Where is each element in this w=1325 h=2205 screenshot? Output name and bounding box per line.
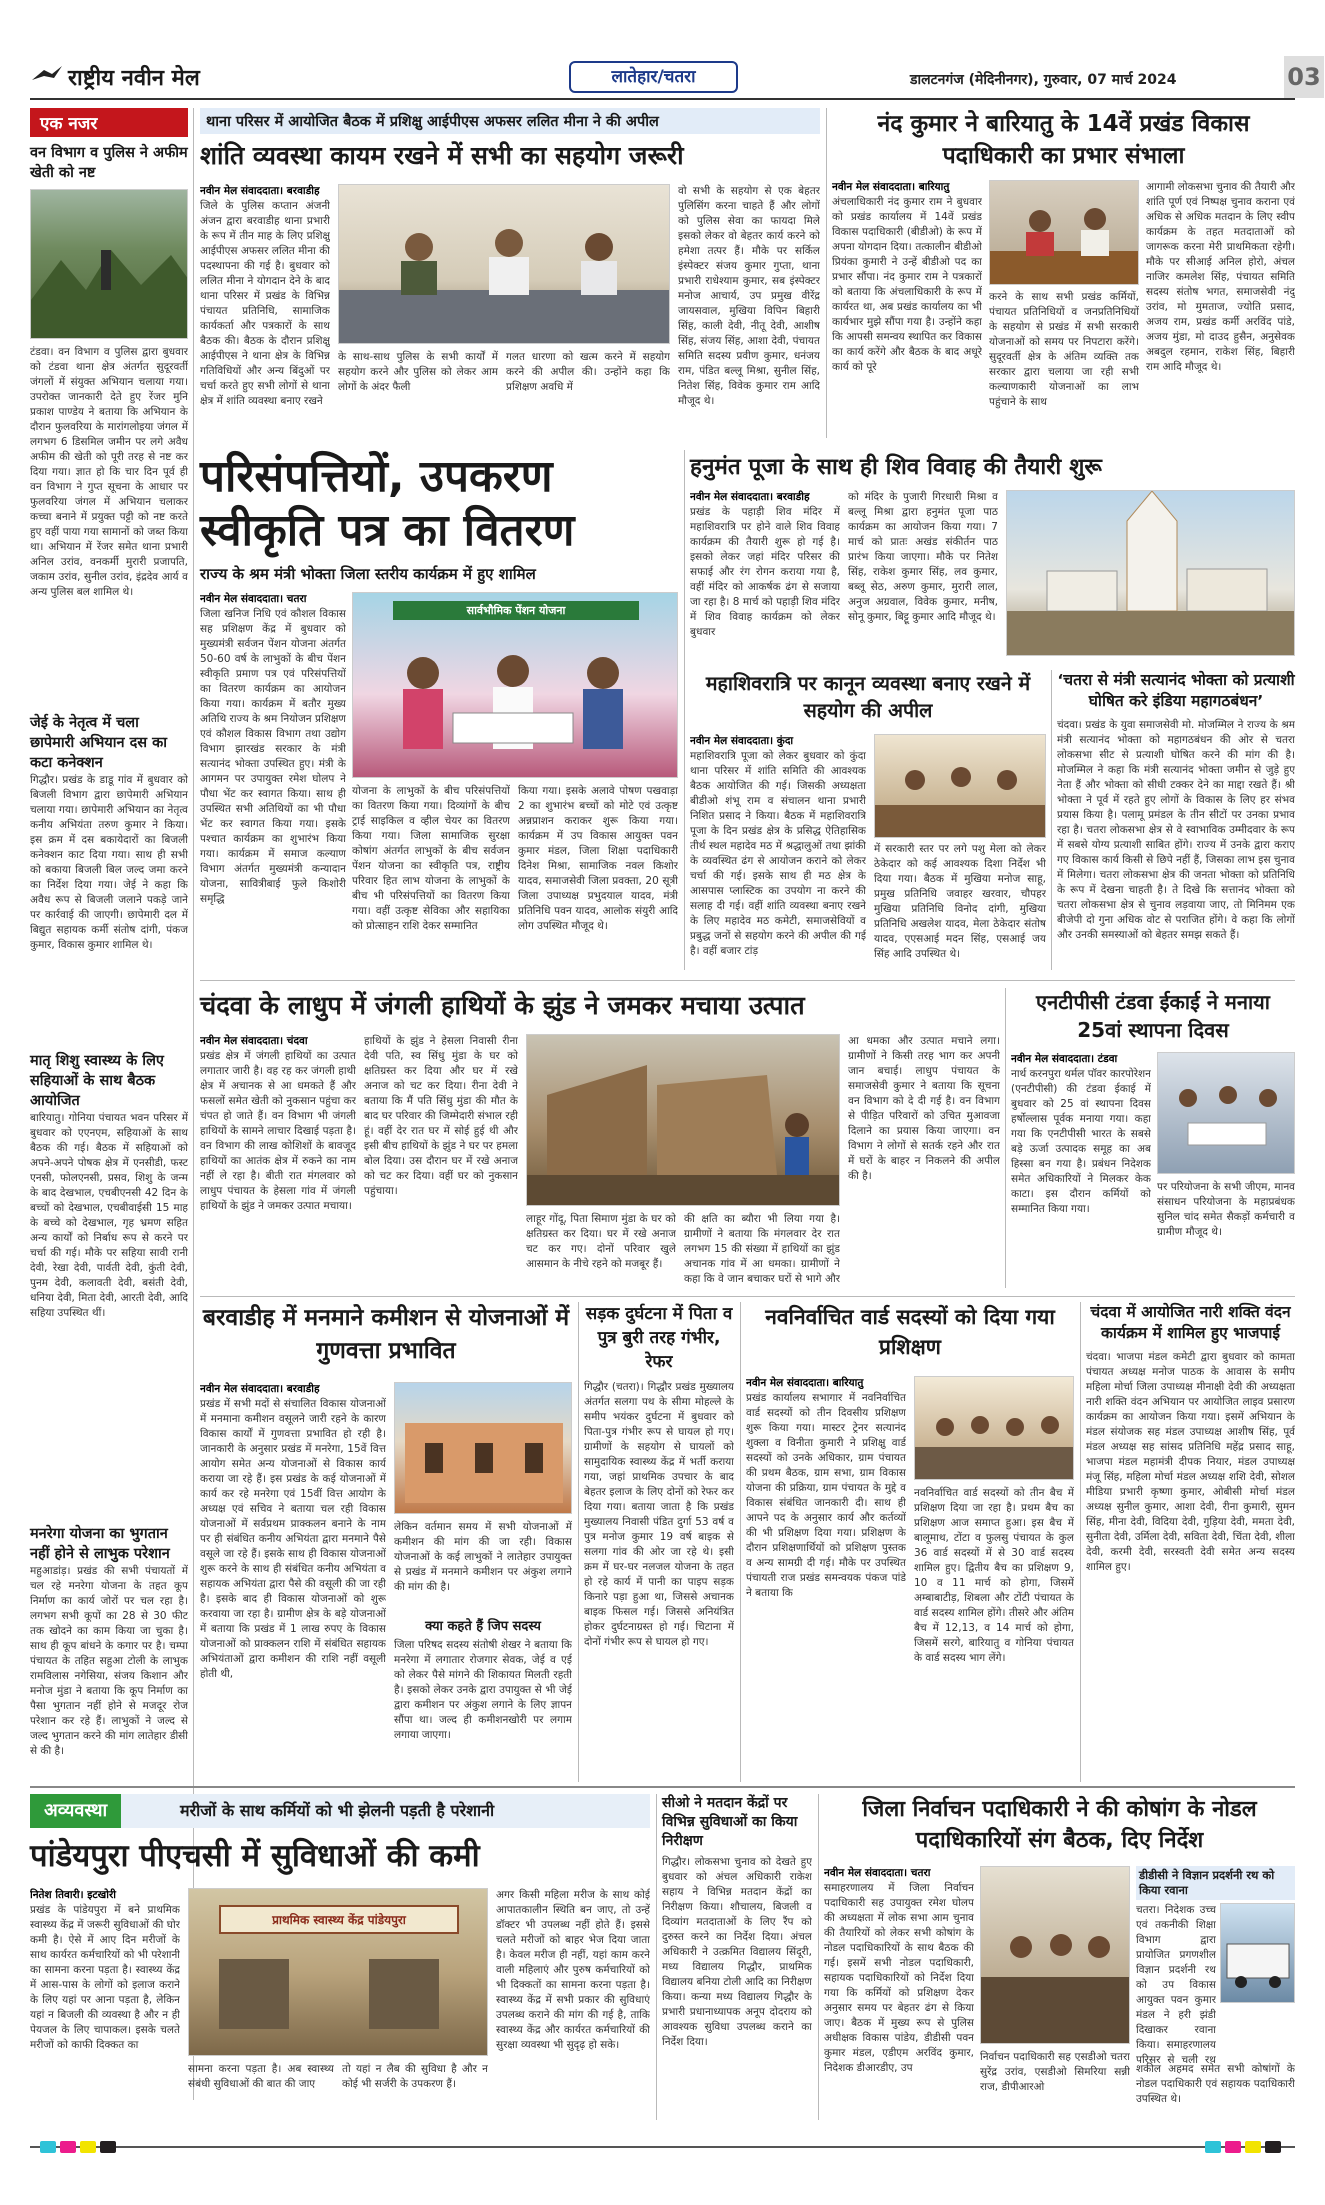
panchayat-building-photo xyxy=(394,1382,572,1514)
bird-logo-icon xyxy=(30,64,64,90)
article-kicker: मरीजों के साथ कर्मियों को भी झेलनी पड़ती है परेशानी xyxy=(180,1801,495,1820)
column-divider xyxy=(684,450,685,970)
section-badge xyxy=(569,61,738,93)
brief-1-photo xyxy=(30,189,188,339)
section-name: लातेहार/चतरा xyxy=(611,67,696,87)
article-shiv-vivah xyxy=(690,450,1295,658)
article-dateline: नवीन मेल संवाददाता। चतरा xyxy=(824,1867,931,1879)
article-body: वो सभी के सहयोग से एक बेहतर पुलिसिंग करना चाहते हैं और लोगों को पुलिस सेवा का फायदा मिले इसको लेकर वो बेहतर कार्य करने को हमेशा तत्पर हैं। मौके पर सर्किल इंस्पेक्टर संजय कुमार गुप्ता, थाना प्रभारी राधेश्याम कुमार, सब इंस्पेक्टर मनोज आचार्य, उप प्रमुख वीरेंद्र जायसवाल, मुखिया विपिन बिहारी सिंह, काली देवी, नीतू देवी, आशीष सिंह, संजय सिंह, आशा देवी, पंचायत समिति सदस्य प्रवीण कुमार, धनंजय राम, पंडित बल्लू मिश्रा, सुनील सिंह, नितेश सिंह, विवेक कुमार राम आदि मौजूद थे। xyxy=(678,185,820,407)
article-body: प्रखंड क्षेत्र में जंगली हाथियों का उत्पात लगातार जारी है। वह रह कर जंगली हाथी क्षेत्र में अचानक से आ धमकते हैं और फसलों समेत खेती को नुकसान पहुंचा कर चंपत हो जाते हैं। वन विभाग भी जंगली हाथियों के सामने लाचार दिखाई पड़ता है। वन विभाग की लाख कोशिशों के बावजूद हाथियों का आतंक क्षेत्र में रुकने का नाम नहीं ले रहा है। बीती रात मंगलवार को लाधुप पंचायत के हेसला गांव में जंगली हाथियों के झुंड ने जमकर उत्पात मचाया। xyxy=(200,1050,356,1212)
article-body: किया गया। इसके अलावे पोषण पखवाड़ा 2 का शुभारंभ बच्चों को मोटे एवं उत्कृष्ट अन्नप्राशन कराकर शुरू किया गया। कार्यक्रम में उप विकास आयुक्त पवन कुमार मंडल, जिला शिक्षा पदाधिकारी दिनेश मिश्रा, सामाजिक नवल किशोर यादव, समाजसेवी जिला प्रवक्ता, 20 सूत्री जिला उपाध्यक्ष प्रभुदयाल यादव, मंत्री प्रतिनिधि पवन यादव, आलोक संयुरी आदि लोग उपस्थित मौजूद थे। xyxy=(518,785,678,932)
article-headline: चंदवा में आयोजित नारी शक्ति वंदन कार्यक्रम में शामिल हुए भाजपाई xyxy=(1090,1303,1291,1342)
article-body: नार्थ करनपुरा थर्मल पॉवर कारपोरेशन (एनटीपीसी) की टंडवा ईकाई में बुधवार को 25 वां स्थापना दिवस हर्षोल्लास पूर्वक मनाया गया। कहा गया कि एनटीपीसी भारत के सबसे बड़े ऊर्जा उत्पादक समूह का अब हिस्सा बन गया है। प्रबंधन निदेशक समेत अधिकारियों ने मिलकर केक काटा। इस दौरान कर्मियों को सम्मानित किया गया। xyxy=(1011,1068,1151,1215)
color-mark xyxy=(1225,2141,1241,2153)
article-co-nirikshan xyxy=(662,1794,812,2124)
article-dateline: नवीन मेल संवाददाता। बारियातु xyxy=(746,1377,864,1389)
article-body: के साथ-साथ पुलिस के सभी कार्यों में सहयोग करने और पुलिस को लेकर आम लोगों के अंदर फैली xyxy=(338,351,498,393)
masthead-date: डालटनगंज (मेदिनीनगर), गुरुवार, 07 मार्च 2024 xyxy=(910,72,1177,88)
column-divider xyxy=(826,108,827,438)
article-body: जिले के पुलिस कप्तान अंजनी अंजन द्वारा बरवाडीह थाना प्रभारी के रूप में तीन माह के लिए प्रशिक्षु आईपीएस अफसर ललित मीना की पदस्थापना की गई है। बुधवार को ललित मीना ने योगदान देने के बाद थाना परिसर में प्रखंड के विभिन्न पंचायत प्रतिनिधि, सामाजिक कार्यकर्ता और पत्रकारों के साथ बैठक की। बैठक के दौरान प्रशिक्षु आईपीएस ने थाना क्षेत्र के विभिन्न गतिविधियों और अन्य बिंदुओं पर चर्चा करते हुए सभी लोगों से थाना क्षेत्र में शांति व्यवस्था बनाए रखने xyxy=(200,200,330,407)
article-nari-shakti xyxy=(1086,1302,1295,1782)
article-dateline: नवीन मेल संवाददाता। चतरा xyxy=(200,593,307,605)
column-divider xyxy=(1051,670,1052,970)
banner-label: अव्यवस्था xyxy=(30,1794,121,1828)
article-body: नवनिर्वाचित वार्ड सदस्यों को तीन बैच में प्रशिक्षण दिया जा रहा है। प्रथम बैच का प्रशिक्षण आज समाप्त हुआ। इस बैच में बालूमाथ, टोंटा व फुलसु पंचायत के कुल 36 वार्ड सदस्यों में से 30 वार्ड सदस्य शामिल हुए। द्वितीय बैच का प्रशिक्षण 9, 10 व 11 मार्च को होगा, जिसमें अम्बाबाटीड़, शिबला और टोंटी पंचायत के वार्ड सदस्य शामिल होंगे। तीसरे और अंतिम बैच में 12,13, व 14 मार्च को होगा, जिसमें सरगे, बारियातु व गोनिया पंचायत के वार्ड सदस्य भाग लेंगे। xyxy=(914,1487,1074,1664)
article-dateline: नवीन मेल संवाददाता। बरवाडीह xyxy=(200,1383,320,1395)
article-body: लाहूर गोंदू, पिता सिमाण मुंडा के घर को क्षतिग्रस्त कर दिया। घर में रखे अनाज चट कर गए। दोनों परिवार खुले आसमान के नीचे रहने को मजबूर हैं। xyxy=(526,1213,676,1270)
article-headline: सीओ ने मतदान केंद्रों पर विभिन्न सुविधाओं का किया निरीक्षण xyxy=(662,1795,798,1849)
section-divider xyxy=(200,1296,1295,1297)
section-divider xyxy=(30,1786,1295,1788)
article-body: को मंदिर के पुजारी गिरधारी मिश्रा व बल्लू मिश्रा द्वारा हनुमंत पूजा पाठ कार्यक्रम का आयोजन किया गया। 7 मार्च को प्रातः अखंड संकीर्तन पाठ प्रारंभ किया जाएगा। मौके पर नितेश सिंह, राकेश कुमार सिंह, लव कुमार, बब्लू सेठ, अरुण कुमार, मुरारी लाल, अनुज अग्रवाल, विवेक कुमार, मनीष, सोनू कुमार, बिट्टू कुमार आदि मौजूद थे। xyxy=(848,491,998,623)
article-parisampatti-vitaran xyxy=(200,450,678,972)
article-body: गलत धारणा को खत्म करने में सहयोग करने की अपील की। उन्होंने कहा कि प्रशिक्षण अवधि में xyxy=(506,351,670,393)
damaged-house-photo xyxy=(526,1034,840,1206)
brief-4-body: महुआडांड़। प्रखंड की सभी पंचायतों में चल रहे मनरेगा योजना के तहत कूप निर्माण का कार्य जोरों पर चल रहा है। लगभग सभी कूपों का 28 से 30 फीट तक खोदने का काम किया जा चुका है। साथ ही कूप बांधने के कगार पर है। चम्पा पंचायत के तहित सहुआ टोली के लाभुक रामविलास नगेसिया, संजय किशान और मनोज मुंडा ने बताया कि कूप निर्माण का पैसा भुगतान नहीं होने से मजदूर रोज परेशान कर रहे हैं। लाभुकों ने जल्द से जल्द भुगतान करने की मांग लातेहार डीसी से की है। xyxy=(30,1565,188,1757)
box-headline: डीडीसी ने विज्ञान प्रदर्शनी रथ को किया रवाना xyxy=(1136,1866,1295,1900)
bdo-office-photo xyxy=(989,180,1139,285)
article-dateline: नवीन मेल संवाददाता। टंडवा xyxy=(1011,1053,1118,1065)
article-sadak-durghatna xyxy=(584,1302,734,1782)
article-headline: बरवाडीह में मनमाने कमीशन से योजनाओं में गुणवत्ता प्रभावित xyxy=(202,1305,570,1364)
science-rath-box xyxy=(1136,1866,1295,2065)
color-mark xyxy=(60,2141,76,2153)
article-body: की क्षति का ब्यौरा भी लिया गया है। ग्रामीणों ने बताया कि मंगलवार देर रात लगभग 15 की संख्या में हाथियों का झुंड अचानक गांव में आ धमका। ग्रामीणों ने कहा कि वे जान बचाकर घरों से भागे और xyxy=(684,1213,840,1284)
article-barwadih-commission xyxy=(200,1302,572,1782)
article-body: हाथियों के झुंड ने हेसला निवासी रीना देवी पति, स्व सिंधु मुंडा के घर को क्षतिग्रस्त कर दिया और घर में रखे अनाज को चट कर दिया। रीना देवी ने बताया कि मैं पति सिंधु मुंडा की मौत के बाद घर परिवार की जिम्मेदारी संभाल रही हूं। वहीं देर रात घर में सोई हुई थी और इसी बीच हाथियों के झुंड ने घर पर हमला बोल दिया। उस दौरान घर में रखे अनाज को चट कर दिया। वहीं घर को नुकसान पहुंचाया। xyxy=(364,1035,518,1197)
article-body: प्रखंड के पहाड़ी शिव मंदिर में महाशिवरात्रि पर होने वाले शिव विवाह कार्यक्रम की तैयारी शुरू हो गई है। इसको लेकर जहां मंदिर परिसर की सफाई और रंग रोगन कराया गया है, वहीं मंदिर को आकर्षक ढंग से सजाया जा रहा है। 8 मार्च को पहाड़ी शिव मंदिर में शिव विवाह कार्यक्रम को लेकर बुधवार xyxy=(690,506,840,638)
article-body: गिद्धौर (चतरा)। गिद्धौर प्रखंड मुख्यालय अंतर्गत सलगा पथ के सीमा मोहल्ले के समीप भयंकर दुर्घटना में बुधवार को पिता-पुत्र गंभीर रूप से घायल हो गए। ग्रामीणों के सहयोग से घायलों को सामुदायिक स्वास्थ्य केंद्र में भर्ती कराया गया, जहां प्राथमिक उपचार के बाद बेहतर इलाज के लिए दोनों को रेफर कर दिया गया। बताया जाता है कि प्रखंड मुख्यालय निवासी पंडित दुर्गा 53 वर्ष व पुत्र मनोज कुमार 19 वर्ष बाइक से सलगा गांव की ओर जा रहे थे। इसी क्रम में घर-घर नलजल योजना के तहत हो रहे कार्य में पानी का पाइप सड़क किनारे पड़ा हुआ था, जिससे अचानक बाइक फिसल गई। जिससे अनियंत्रित होकर दुर्घटनाग्रस्त हो गई। चिटाना में दोनों गंभीर रूप से घायल हो गए। xyxy=(584,1381,734,1648)
column-divider xyxy=(740,1302,741,1782)
article-headline: शांति व्यवस्था कायम रखने में सभी का सहयोग जरूरी xyxy=(200,141,684,170)
article-headline-line-2: स्वीकृति पत्र का वितरण xyxy=(200,505,575,556)
event-banner: सार्वभौमिक पेंशन योजना xyxy=(393,601,639,620)
article-body: चंदवा। प्रखंड के युवा समाजसेवी मो. मोजम्मिल ने राज्य के श्रम मंत्री सत्यानंद भोक्ता को महागठबंधन की ओर से चतरा लोकसभा सीट से प्रत्याशी घोषित करने की मांग की है। मोजम्मिल ने कहा कि मंत्री सत्यानंद भोक्ता जमीन से जुड़े हुए नेता हैं और भोक्ता को सीधी टक्कर देने का माद्दा रखते हैं। श्री भोक्ता ने पूर्व में रहते हुए लोगों के विकास के लिए हर संभव प्रयास किया है। पलामू प्रमंडल के तीन सीटों पर उनका प्रभाव रहा है। चतरा लोकसभा क्षेत्र से वे स्वाभाविक उम्मीदवार के रूप में सबसे योग्य प्रत्याशी साबित होंगे। राज्य में उनके द्वारा कराए गए विकास कार्य किसी से छिपे नहीं हैं, जिसका लाभ इस चुनाव में मिलेगा। चतरा लोकसभा क्षेत्र की जनता भोक्ता को प्रतिनिधि के रूप में देखना चाहती है। ते दिखे कि सत्तानंद भोक्ता को चतरा लोकसभा क्षेत्र से चुनाव लड़वाया जाए, तो मिनिमम एक बीजेपी दो गुना अधिक वोट से पराजित होंगे। वे कहा कि लोगों और उनकी समस्याओं को बेहतर समझ सकते हैं। xyxy=(1057,719,1295,941)
article-dateline: नवीन मेल संवाददाता। बारियातु xyxy=(832,181,950,193)
article-body: अंचलाधिकारी नंद कुमार राम ने बुधवार को प्रखंड कार्यालय में 14वें प्रखंड विकास पदाधिकारी (बीडीओ) के रूप में अपना योगदान दिया। तत्कालीन बीडीओ प्रियंका कुमारी ने उन्हें बीडीओ पद का प्रभार सौंपा। नंद कुमार राम ने पत्रकारों को बताया कि अंचलाधिकारी के रूप में कार्यरत था, अब प्रखंड कार्यालय का भी कार्यभार मुझे सौंपा गया है। उन्होंने कहा कि आपसी समन्वय स्थापित कर विकास का कार्य करेंगे और बैठक के बाद अधूरे कार्य को पूरे xyxy=(832,196,982,373)
article-body: में सरकारी स्तर पर लगे पशु मेला को लेकर ठेकेदार को कई आवश्यक दिशा निर्देश भी दिया गया। बैठक में मुखिया मनोज साहू, प्रमुख प्रतिनिधि जवाहर खरवार, चौपहर मुखिया प्रतिनिधि विनोद दांगी, मुखिया प्रतिनिधि अखलेश यादव, मेला ठेकेदार संतोष यादव, एएसआई मदन सिंह, एसआई जय सिंह आदि उपस्थित थे। xyxy=(874,843,1046,960)
article-body: तो यहां न लैब की सुविधा है और न कोई भी सर्जरी के उपकरण हैं। xyxy=(342,2063,488,2090)
article-nirvachan-baithak xyxy=(824,1794,1295,2124)
article-bhokta-pratyashi xyxy=(1057,670,1295,972)
article-subheadline: राज्य के श्रम मंत्री भोक्ता जिला स्तरीय कार्यक्रम में हुए शामिल xyxy=(200,565,536,583)
article-headline: चंदवा के लाधुप में जंगली हाथियों के झुंड ने जमकर मचाया उत्पात xyxy=(200,991,805,1021)
box-body: चतरा। निदेशक उच्च एवं तकनीकी शिक्षा विभाग द्वारा प्रायोजित प्रगणशील विज्ञान प्रदर्शनी रथ को उप विकास आयुक्त पवन कुमार मंडल ने हरी झंडी दिखाकर रवाना किया। समाहरणालय परिसर से चली रथ xyxy=(1136,1904,1216,2065)
article-quote-head: क्या कहते हैं जिप सदस्य xyxy=(425,1619,541,1634)
article-body: पर परियोजना के सभी जीएम, मानव संसाधन परियोजना के महाप्रबंधक सुनिल चांद समेत सैकड़ों कर्मचारी व ग्रामीण मौजूद थे। xyxy=(1157,1181,1295,1238)
article-headline-line-1: परिसंपत्तियों, उपकरण xyxy=(200,451,553,502)
article-headline: जिला निर्वाचन पदाधिकारी ने की कोषांग के नोडल पदाधिकारियों संग बैठक, दिए निर्देश xyxy=(862,1797,1257,1853)
article-body: गिद्धौर। लोकसभा चुनाव को देखते हुए बुधवार को अंचल अधिकारी राकेश सहाय ने विभिन्न मतदान केंद्रों का निरीक्षण किया। शौचालय, बिजली व दिव्यांग मतदाताओं के लिए रैंप को दुरुस्त करने का निर्देश दिया। अंचल अधिकारी ने उत्क्रमित विद्यालय सिंदूरी, मध्य विद्यालय गिद्धौर, प्राथमिक विद्यालय बनिया टोली आदि का निरीक्षण किया। कन्या मध्य विद्यालय गिद्धौर के प्रभारी प्रधानाध्यापक अनूप दोदराय को आवश्यक सुविधा उपलब्ध कराने का निर्देश दिया। xyxy=(662,1856,812,2048)
column-divider xyxy=(818,1794,819,2120)
newspaper-name: राष्ट्रीय नवीन मेल xyxy=(68,66,200,91)
brief-2-headline: जेई के नेतृत्व में चला छापेमारी अभियान दस का कटा कनेक्शन xyxy=(30,715,168,771)
article-body: आगामी लोकसभा चुनाव की तैयारी और शांति पूर्ण एवं निष्पक्ष चुनाव कराना एवं अधिक से अधिक मतदान के लिए स्वीप कार्यक्रम के तहत मतदाताओं को जागरूक करना मेरी प्राथमिकता रहेगी। मौके पर सीआई अनिल होरो, अंचल नाजिर कमलेश सिंह, पंचायत समिति सदस्य संतोष भगत, समाजसेवी नंदु उरांव, मो मुमताज, ज्योति प्रसाद, अजय राम, प्रखंड कर्मी अरविंद पांडे, अजय मुंडा, मो दाउद हुसैन, अनुसेवक अबदुल रहमान, राकेश सिंह, बिहारी राम आदि मौजूद थे। xyxy=(1146,181,1295,373)
article-body: जिला खनिज निधि एवं कौशल विकास सह प्रशिक्षण केंद्र में बुधवार को मुख्यमंत्री सर्वजन पेंशन योजना अंतर्गत 50-60 वर्ष के लाभुकों के बीच पेंशन स्वीकृति प्रमाण पत्र एवं परिसंपत्तियों का वितरण कार्यक्रम का आयोजन किया गया। कार्यक्रम में बतौर मुख्य अतिथि राज्य के श्रम नियोजन प्रशिक्षण एवं कौशल विकास विभाग तथा उद्योग विभाग झारखंड सरकार के मंत्री सत्यानंद भोक्ता उपस्थित हुए। मंत्री के आगमन पर उपायुक्त रमेश घोलप ने पौधा भेंट कर स्वागत किया। साथ ही उपस्थित सभी अतिथियों का भी पौधा भेंट कर स्वागत किया गया। इसके पश्चात कार्यक्रम का शुभारंभ किया गया। कार्यक्रम में समाज कल्याण विभाग अंतर्गत मुख्यमंत्री कन्यादान योजना, सावित्रीबाई फुले किशोरी समृद्धि xyxy=(200,608,346,905)
color-mark xyxy=(80,2141,96,2153)
article-body: प्रखंड के पांडेयपुरा में बने प्राथमिक स्वास्थ्य केंद्र में जरूरी सुविधाओं की घोर कमी है। ऐसे में आए दिन मरीजों के साथ कार्यरत कर्मचारियों को भी परेशानी का सामना करना पड़ता है। स्वास्थ्य केंद्र में आस-पास के लोगों को इलाज कराने के लिए यहां पर आना पड़ता है, लेकिन यहां न बिजली की व्यवस्था है और न ही पेयजल के लिए चापाकल। इसके चलते मरीजों को काफी दिक्कत का xyxy=(30,1904,180,2051)
phc-signboard: प्राथमिक स्वास्थ्य केंद्र पांडेयपुरा xyxy=(219,1905,459,1934)
article-body: अगर किसी महिला मरीज के साथ कोई आपातकालीन स्थिति बन जाए, तो उन्हें डॉक्टर भी उपलब्ध नहीं होते हैं। इससे चलते मरीजों को बाहर भेज दिया जाता है। केवल मरीज ही नहीं, यहां काम करने वाली महिलाएं और पुरुष कर्मचारियों को भी दिक्कतों का सामना करना पड़ता है। स्वास्थ्य केंद्र में सभी प्रकार की सुविधाएं उपलब्ध कराने की मांग की गई है, ताकि स्वास्थ्य केंद्र और कार्यरत कर्मचारियों की सुरक्षा व्यवस्था भी सुदृढ़ हो सके। xyxy=(496,1889,650,2051)
color-mark xyxy=(1265,2141,1281,2153)
article-headline: सड़क दुर्घटना में पिता व पुत्र बुरी तरह गंभीर, रेफर xyxy=(585,1304,733,1372)
page-number: 03 xyxy=(1284,56,1324,98)
science-rath-photo xyxy=(1220,1903,1295,2003)
color-mark xyxy=(1245,2141,1261,2153)
peace-committee-photo xyxy=(874,734,1046,838)
brief-3-body: बारियातु। गोनिया पंचायत भवन परिसर में बुधवार को एएनएम, सहियाओं के साथ बैठक की गई। बैठक में सहियाओं को अपने-अपने पोषक क्षेत्र में एनसीडी, फस्ट एनसी, फोलएनसी, प्रसव, शिशु के जन्म के बाद देखभाल, एचबीएनसी 42 दिन के बच्चों को देखभाल, एचबीवाईसी 15 माह के बच्चे को देखभाल, गृह भ्रमण सहित अन्य कार्यों को निर्बाध रूप से करने पर चर्चा की गई। मौके पर सहिया सावी रानी देवी, रेखा देवी, पार्वती देवी, कुंती देवी, पुनम देवी, कलावती देवी, बसंती देवी, धनिया देवी, मिता देवी, आरती देवी, आदि सहिया उपस्थित थीं। xyxy=(30,1112,188,1319)
article-body: शकील अहमद समेत सभी कोषांगों के नोडल पदाधिकारी एवं सहायक पदाधिकारी उपस्थित थे। xyxy=(1136,2063,1295,2105)
ek-nazar-label: एक नजर xyxy=(30,108,188,137)
article-shanti-vyavastha xyxy=(200,108,820,426)
shiv-temple-photo xyxy=(1006,490,1295,656)
color-mark xyxy=(40,2141,56,2153)
article-ntpc-sthapna xyxy=(1011,988,1295,1288)
column-divider xyxy=(1080,1302,1081,1782)
article-body: सामना करना पड़ता है। अब स्वास्थ्य संबंधी सुविधाओं की बात की जाए xyxy=(188,2063,334,2090)
brief-3-headline: मातृ शिशु स्वास्थ्य के लिए सहियाओं के साथ बैठक आयोजित xyxy=(30,1053,164,1109)
article-dateline: नितेश तिवारी। इटखोरी xyxy=(30,1889,117,1901)
avyavastha-banner xyxy=(30,1794,650,1828)
section-divider xyxy=(200,980,1295,981)
footer-bar xyxy=(30,2140,1295,2154)
article-body: महाशिवरात्रि पूजा को लेकर बुधवार को कुंदा थाना परिसर में शांति समिति की आवश्यक बैठक आयोजित की गई। जिसकी अध्यक्षता बीडीओ शंभू राम व संचालन थाना प्रभारी निशित प्रसाद ने किया। बैठक में महाशिवरात्रि पूजा के दिन प्रखंड क्षेत्र के प्रसिद्ध ऐतिहासिक तीर्थ स्थल महादेव मठ में श्रद्धालुओं तथा झांकी के व्यवस्थित ढंग से आयोजन कराने को लेकर चर्चा की गई। इसके साथ ही मठ क्षेत्र के आसपास प्लास्टिक का उपयोग ना करने की सलाह दी गई। वहीं शांति व्यवस्था बनाए रखने के लिए महादेव मठ कमेटी, समाजसेवियों व प्रबुद्ध जनों से सहयोग करने की अपील की गई है। वहीं बजार टांड़ xyxy=(690,750,866,957)
police-meeting-photo xyxy=(338,184,670,344)
article-headline: ‘चतरा से मंत्री सत्यानंद भोक्ता को प्रत्याशी घोषित करे इंडिया महागठबंधन’ xyxy=(1057,671,1295,710)
column-divider xyxy=(1005,988,1006,1288)
article-headline: नंद कुमार ने बारियातु के 14वें प्रखंड विकास पदाधिकारी का प्रभार संभाला xyxy=(877,111,1250,169)
article-body: करने के साथ सभी प्रखंड कर्मियों, पंचायत प्रतिनिधियों व जनप्रतिनिधियों के सहयोग से प्रखंड में सभी सरकारी योजनाओं को समय पर निपटारा करेंगे। सुदूरवर्ती क्षेत्र के अंतिम व्यक्ति तक सरकार द्वारा चलाया जा रही सभी कल्याणकारी योजनाओं का लाभ पहुंचाने के साथ xyxy=(989,291,1139,408)
article-body: आ धमका और उत्पात मचाने लगा। ग्रामीणों ने किसी तरह भाग कर अपनी जान बचाई। लाधुप पंचायत के समाजसेवी कुमार ने बताया कि सूचना वन विभाग को दे दी गई है। वन विभाग से पीड़ित परिवारों को उचित मुआवजा दिलाने का प्रयास किया जाएगा। वन विभाग ने लोगों से सतर्क रहने और रात में घरों के बाहर न निकलने की अपील की है। xyxy=(848,1035,1000,1182)
column-divider xyxy=(578,1302,579,1782)
color-mark xyxy=(1205,2141,1221,2153)
article-body: लेकिन वर्तमान समय में सभी योजनाओं में कमीशन की मांग की जा रही। विकास योजनाओं के कई लाभुकों ने लातेहार उपायुक्त से प्रखंड में मनमाने कमीशन पर अंकुश लगाने की मांग की है। xyxy=(394,1521,572,1593)
brief-1-body: टंडवा। वन विभाग व पुलिस द्वारा बुधवार को टंडवा थाना क्षेत्र अंतर्गत सुदूरवर्ती जंगलों में संयुक्त अभियान चलाया गया। उपरोक्त जानकारी देते हुए रेंजर मुनि प्रकाश पाण्डेय ने बताया कि अभियान के दौरान फुलवरिया के मारांगलोइया जंगल में लगभग 6 डिसमिल जमीन पर लगे अवैध अफीम की खेती को पूरी तरह से नष्ट कर दिया गया। ज्ञात हो कि चार दिन पूर्व ही वन विभाग ने गुप्त सूचना के आधार पर फुलवरिया जंगल में अभियान चलाकर कच्चा बनाने में प्रयुक्त पट्टी को नष्ट करते हुए वहीं पाया गया सामानों को जब्त किया था। अभियान में रेंजर समेत थाना प्रभारी अनिल उरांव, वनकर्मी मुरारी प्रजापति, जकाम उरांव, सुनील उरांव, इंद्रदेव आर्य व अन्य पुलिस बल शामिल थे। xyxy=(30,346,188,598)
masthead xyxy=(30,56,1321,100)
phc-building-photo xyxy=(188,1888,488,2056)
election-meeting-photo xyxy=(980,1866,1130,2044)
color-mark xyxy=(100,2141,116,2153)
article-body: प्रखंड कार्यालय सभागार में नवनिर्वाचित वार्ड सदस्यों को तीन दिवसीय प्रशिक्षण शुरू किया गया। मास्टर ट्रेनर सत्यानंद शुक्ला व विनीता कुमारी ने प्रशिक्षु वार्ड सदस्यों को उनके अधिकार, ग्राम पंचायत की प्रथम बैठक, ग्राम सभा, ग्राम विकास योजना की प्रक्रिया, ग्राम पंचायत के मुद्दे व विकास संबंधित जानकारी दी। साथ ही आपने पद के अनुसार कार्य और कर्तव्यों की भी प्रशिक्षण दिया गया। प्रशिक्षण के दौरान प्रशिक्षणार्थियों को प्रशिक्षण पुस्तक व अन्य सामग्री दी गई। मौके पर उपस्थित पंचायती राज प्रखंड समन्वयक पंकज पांडे ने बताया कि xyxy=(746,1392,906,1599)
article-dateline: नवीन मेल संवाददाता। बरवाडीह xyxy=(690,491,810,503)
footer-rule xyxy=(30,2146,1295,2148)
article-body: चंदवा। भाजपा मंडल कमेटी द्वारा बुधवार को कामता पंचायत अध्यक्ष मनोज पाठक के आवास के समीप महिला मोर्चा जिला उपाध्यक्ष मीनाक्षी देवी की अध्यक्षता नारी शक्ति वंदन अभियान पर आयोजित लाइव प्रसारण कार्यक्रम का आयोजन किया गया। इसमें अभियान के मंडल संयोजक सह मंडल उपाध्यक्ष आशीष सिंह, पूर्व मंडल अध्यक्ष सह सांसद प्रतिनिधि महेंद्र प्रसाद साहू, भाजपा मंडल महामंत्री दीपक नियार, मंडल उपाध्यक्ष मंजू सिंह, महिला मोर्चा मंडल अध्यक्ष शशि देवी, सोशल मीडिया प्रभारी कृष्णा कुमार, ओबीसी मोर्चा मंडल अध्यक्ष सुनील कुमार, आशा देवी, रीना कुमारी, सुमन सिंह, मीना देवी, विदिया देवी, गुड़िया देवी, ममता देवी, सुनीता देवी, उर्मिला देवी, सविता देवी, चिंता देवी, शीला देवी, करमी देवी, सरस्वती देवी समेत अन्य सदस्य शामिल हुए। xyxy=(1086,1351,1295,1573)
ntpc-celebration-photo xyxy=(1157,1052,1295,1174)
article-jangli-hathi xyxy=(200,988,1000,1288)
article-dateline: नवीन मेल संवाददाता। कुंदा xyxy=(690,735,794,747)
article-dateline: नवीन मेल संवाददाता। चंदवा xyxy=(200,1035,308,1047)
column-divider xyxy=(656,1794,657,2120)
article-kicker: थाना परिसर में आयोजित बैठक में प्रशिक्षु आईपीएस अफसर ललित मीना ने की अपील xyxy=(200,108,820,134)
article-body: निर्वाचन पदाधिकारी सह एसडीओ चतरा सुरेंद्र उरांव, एसडीओ सिमरिया सन्नी राज, डीपीआरओ xyxy=(980,2051,1130,2093)
article-ward-prashikshan xyxy=(746,1302,1074,1782)
article-pandeypura-phc xyxy=(30,1794,650,2124)
article-body: जिला परिषद सदस्य संतोषी शेखर ने बताया कि मनरेगा में लगातार रोजगार सेवक, जेई व एई को लेकर पैसे मांगने की शिकायत मिलती रहती है। इसको लेकर उनके द्वारा उपायुक्त से भी जेई द्वारा कमीशन पर अंकुश लगाने के लिए ज्ञापन सौंपा था। जल्द ही कमीशनखोरी पर लगाम लगाया जाएगा। xyxy=(394,1639,572,1741)
article-headline: महाशिवरात्रि पर कानून व्यवस्था बनाए रखने में सहयोग की अपील xyxy=(705,672,1031,722)
minister-event-photo xyxy=(352,592,678,778)
article-headline: नवनिर्वाचित वार्ड सदस्यों को दिया गया प्रशिक्षण xyxy=(765,1305,1055,1359)
brief-1-headline: वन विभाग व पुलिस ने अफीम खेती को नष्ट xyxy=(30,145,188,181)
article-body: प्रखंड में सभी मदों से संचालित विकास योजनाओं में मनमाना कमीशन वसूलने जारी रहने के कारण विकास कार्यों में गुणवत्ता प्रभावित हो रही है। जानकारी के अनुसार प्रखंड में मनरेगा, 15वें वित्त आयोग समेत अन्य योजनाओं से विकास कार्य कराया जा रहे हैं। इस प्रखंड के कई योजनाओं में कार्य कर रहे मनरेगा एवं 15वीं वित्त आयोग के अध्यक्ष एवं सचिव ने बताया चल रही विकास योजनाओं में सर्वप्रथम प्राक्कलन बनाने के नाम पर ही संबंधित कनीय अभियंता द्वारा मनमाने पैसे वसूले जा रहे हैं। इसके साथ ही विकास योजनाओं शुरू करने के साथ ही संबंधित कनीय अभियंता व सहायक अभियंता द्वारा पैसे की वसूली की जा रही है। इसके बाद ही विकास योजनाओं को शुरू करवाया जा रहा है। ग्रामीण क्षेत्र के बड़े योजनाओं में बताया कि प्रखंड में 1 लाख रुपए के विकास योजनाओं को प्राक्कलन राशि में संबंधित सहायक अभियंताओं द्वारा कमीशन की राशि नहीं वसूली होती थी, xyxy=(200,1398,386,1680)
training-session-photo xyxy=(914,1376,1074,1480)
article-dateline: नवीन मेल संवाददाता। बरवाडीह xyxy=(200,185,320,197)
article-headline: पांडेयपुरा पीएचसी में सुविधाओं की कमी xyxy=(30,1838,480,1874)
brief-2-body: गिद्धौर। प्रखंड के डाडू गांव में बुधवार को बिजली विभाग द्वारा छापेमारी अभियान चलाया गया। छापेमारी अभियान का नेतृत्व कनीय अभियंता तरुण कुमार ने किया। इस क्रम में दस बकायेदारों का बिजली कनेक्शन काट दिया गया। साथ ही सभी को बकाया बिजली बिल जल्द जमा करने का निर्देश दिया गया। जेई ने कहा कि अवैध रूप से बिजली जलाने पकड़े जाने पर कार्रवाई की जाएगी। छापेमारी दल में बिद्युत सहायक कर्मी संतोष दांगी, पंकज कुमार, विकास कुमार शामिल थे। xyxy=(30,774,188,951)
brief-4-headline: मनरेगा योजना का भुगतान नहीं होने से लाभुक परेशान xyxy=(30,1526,170,1562)
article-headline: हनुमंत पूजा के साथ ही शिव विवाह की तैयारी शुरू xyxy=(690,454,1102,480)
article-body: समाहरणालय में जिला निर्वाचन पदाधिकारी सह उपायुक्त रमेश घोलप की अध्यक्षता में लोक सभा आम चुनाव की तैयारियों को लेकर सभी कोषांग के नोडल पदाधिकारियों के साथ बैठक की गई। इसमें सभी नोडल पदाधिकारी, सहायक पदाधिकारियों को निर्देश दिया गया कि कर्मियों को प्रशिक्षण देकर अनुसार समय पर बेहतर ढंग से किया जाए। बैठक में मुख्य रूप से पुलिस अधीक्षक विकास पांडेय, डीडीसी पवन कुमार मंडल, एडीएम अरविंद कुमार, निदेशक डीआरडीए, उप xyxy=(824,1882,974,2074)
article-mahashivratri-apeel xyxy=(690,670,1046,972)
article-body: योजना के लाभुकों के बीच परिसंपत्तियों का वितरण किया गया। दिव्यांगों के बीच ट्राई साइकिल व व्हील चेयर का वितरण किया गया। जिला सामाजिक सुरक्षा कोषांग अंतर्गत लाभुकों के बीच सर्वजन पेंशन योजना का स्वीकृति पत्र, राष्ट्रीय परिवार हित लाभ योजना के लाभुकों के बीच भी परिसंपत्तियों का वितरण किया गया। वहीं उत्कृष्ट सेविका और सहायिका को प्रोत्साहन राशि देकर सम्मानित xyxy=(352,785,510,932)
article-nand-kumar-bdo xyxy=(832,108,1295,426)
article-headline: एनटीपीसी टंडवा ईकाई ने मनाया 25वां स्थापना दिवस xyxy=(1036,990,1270,1042)
